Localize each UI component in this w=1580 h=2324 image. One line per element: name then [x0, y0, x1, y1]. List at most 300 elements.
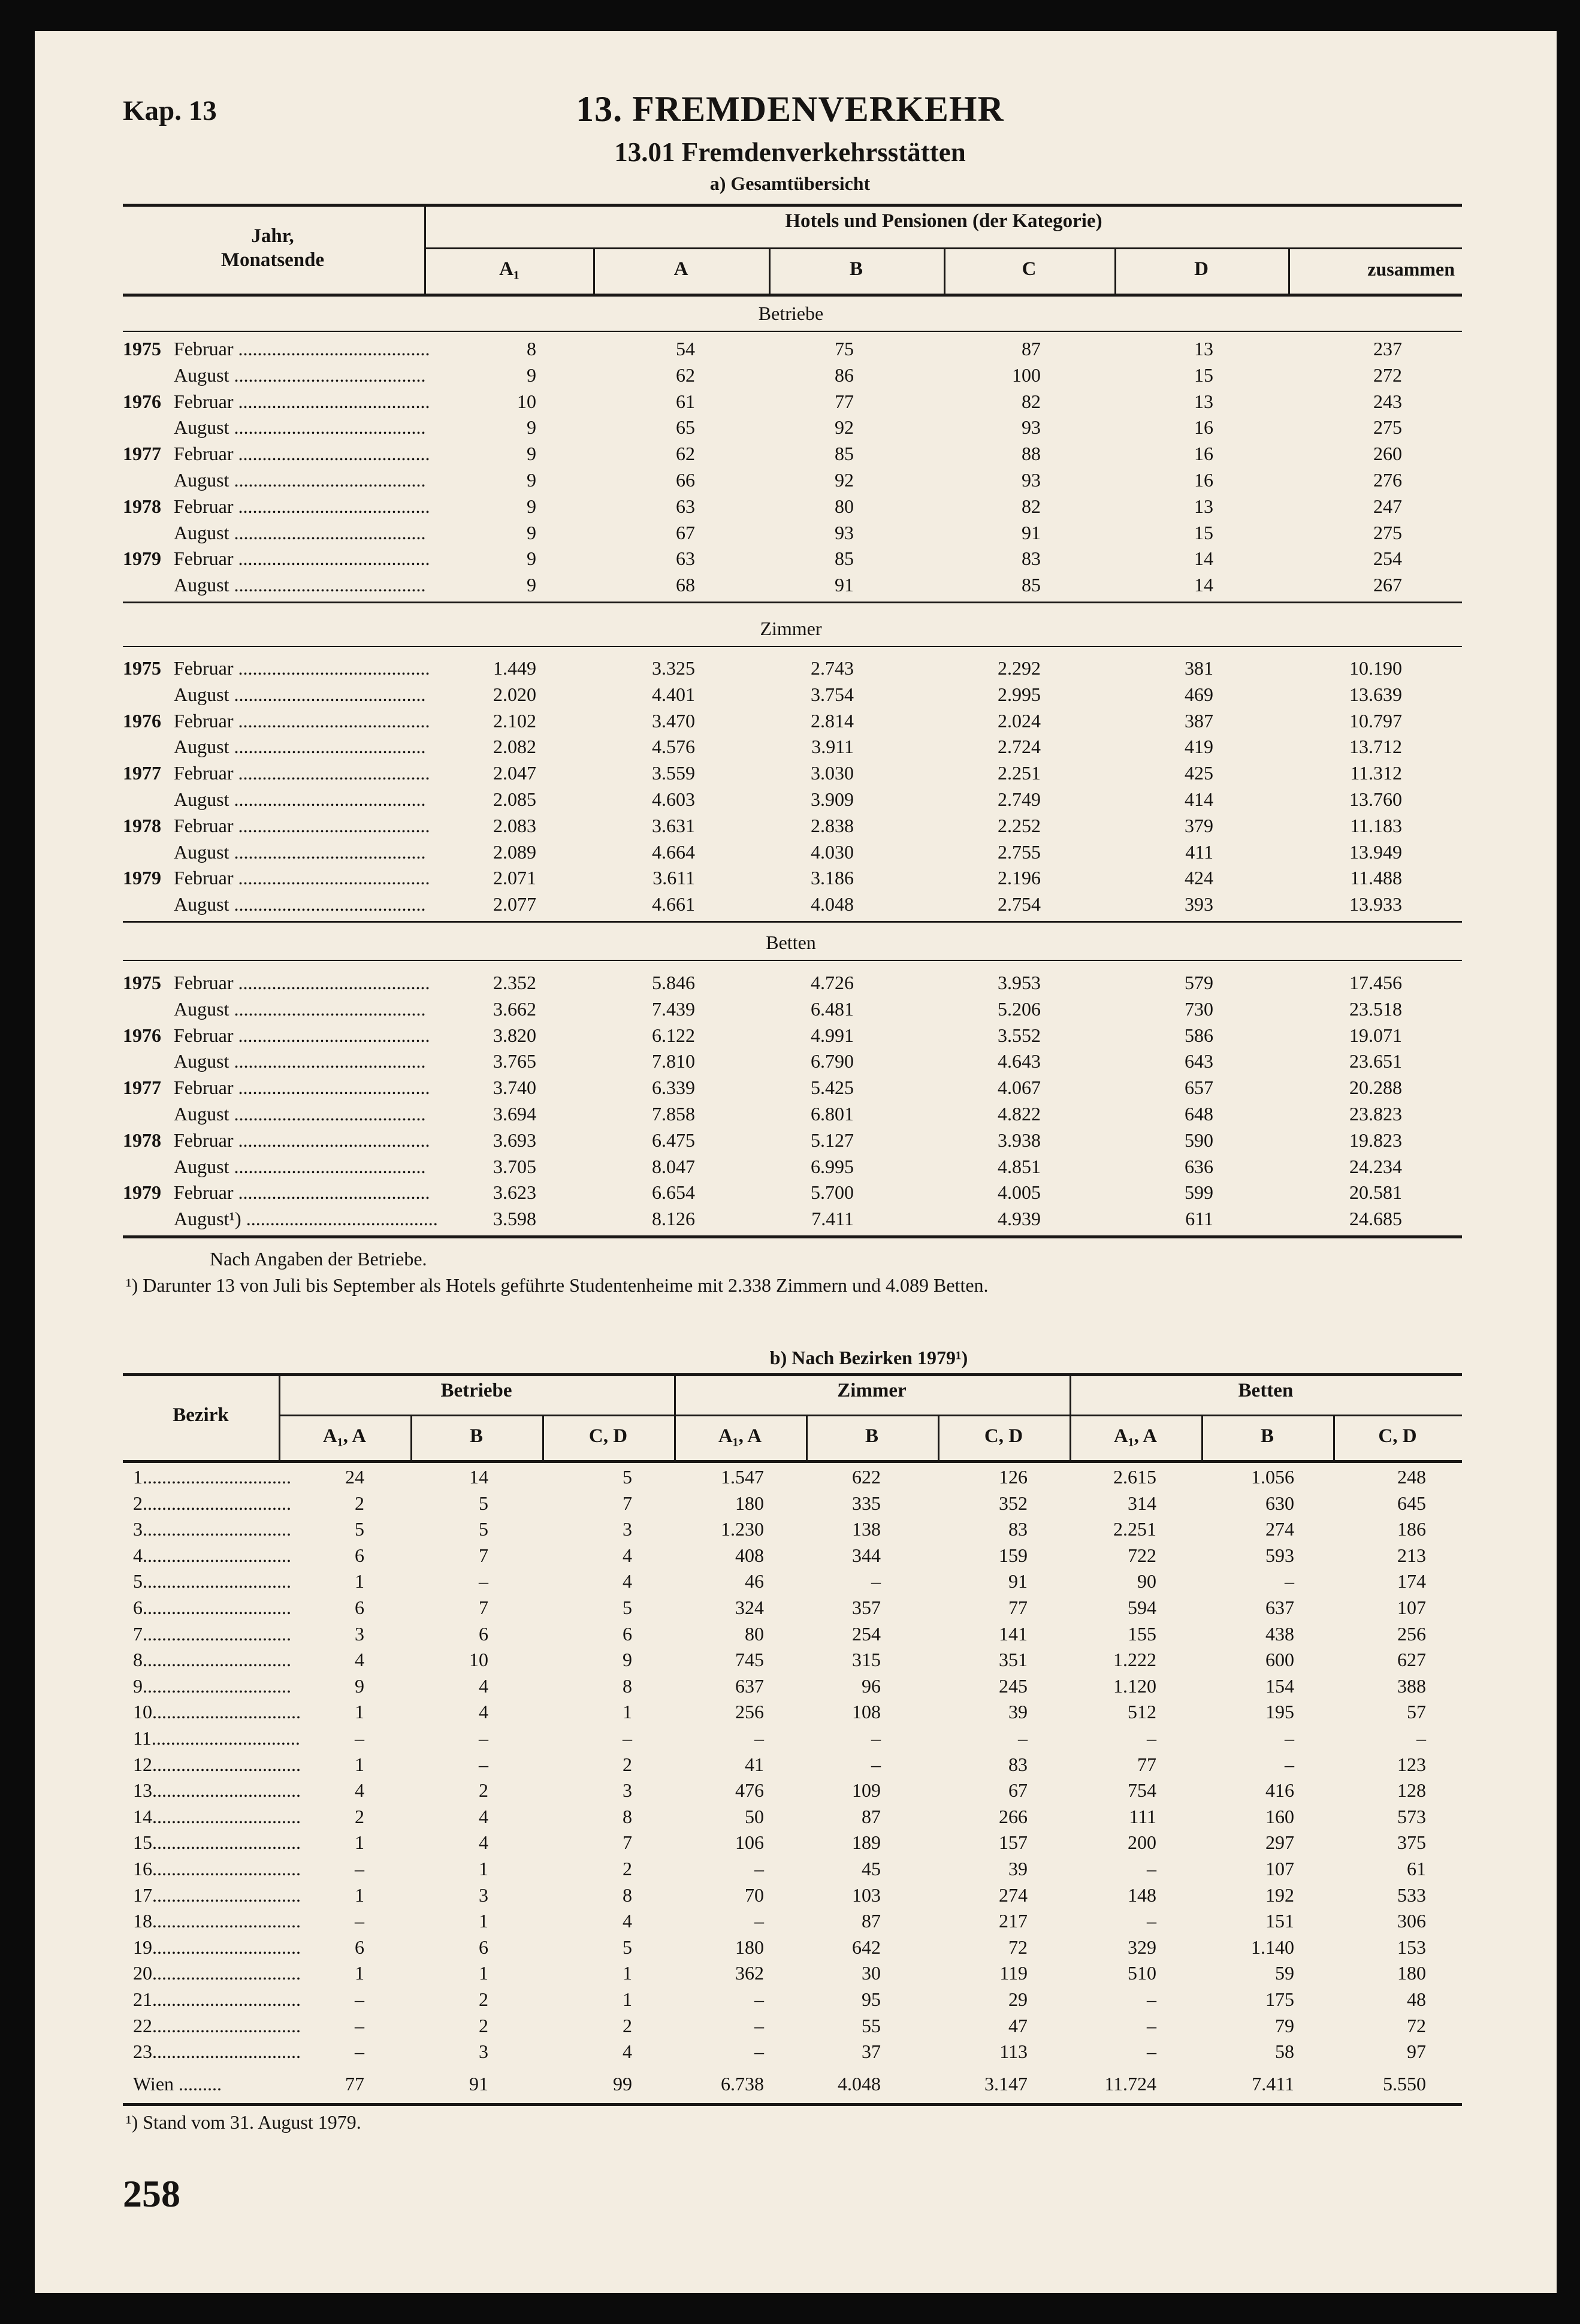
bezirk-cell: 18............................... [133, 1910, 301, 1932]
bezirk-cell: 13............................... [133, 1779, 301, 1802]
value-cell: 579 [1185, 972, 1213, 993]
month-cell: August ........................................ [174, 893, 426, 915]
value-cell: 2.724 [998, 736, 1041, 758]
value-cell: 586 [1185, 1024, 1213, 1046]
year-cell: 1979 [123, 548, 161, 570]
table-row [0, 1908, 1580, 1934]
value-cell: 1 [355, 1753, 364, 1775]
value-cell: 57 [1407, 1701, 1426, 1723]
value-cell: 1 [355, 1832, 364, 1854]
value-cell: – [1147, 2041, 1156, 2063]
bezirk-cell: 9............................... [133, 1675, 291, 1697]
month-label: Februar [174, 443, 234, 465]
month-cell: August ........................................ [174, 1050, 426, 1072]
value-cell: 91 [1008, 1570, 1028, 1592]
value-cell: 438 [1265, 1622, 1294, 1645]
value-cell: 745 [735, 1649, 764, 1671]
group-header: Betriebe [440, 1380, 512, 1401]
value-cell: 1 [355, 1570, 364, 1592]
bezirk-label: 15. [133, 1832, 157, 1854]
value-cell: 55 [862, 2014, 881, 2036]
value-cell: 11.183 [1350, 814, 1402, 836]
value-cell: 195 [1265, 1701, 1294, 1723]
value-cell: 83 [1022, 548, 1041, 570]
value-cell: 425 [1185, 762, 1213, 784]
table-row [0, 1829, 1580, 1855]
value-cell: 41 [745, 1753, 764, 1775]
value-cell: 23.518 [1349, 998, 1402, 1020]
value-cell: 3.559 [652, 762, 695, 784]
value-cell: 30 [862, 1962, 881, 1984]
value-cell: – [355, 2014, 364, 2036]
value-cell: 3.909 [811, 788, 854, 810]
value-cell: 6.339 [652, 1077, 695, 1099]
value-cell: 590 [1185, 1129, 1213, 1151]
bezirk-label: 13. [133, 1779, 157, 1802]
value-cell: 2.754 [998, 893, 1041, 915]
value-cell: 2.995 [998, 683, 1041, 705]
value-cell: 24.234 [1349, 1155, 1402, 1177]
value-cell: 63 [676, 548, 695, 570]
month-label: Februar [174, 390, 234, 412]
table-row [0, 1153, 1580, 1180]
rule [279, 1415, 1462, 1416]
value-cell: 83 [1008, 1753, 1028, 1775]
month-label: Februar [174, 495, 234, 517]
value-cell: 4.991 [811, 1024, 854, 1046]
value-cell: 23.823 [1349, 1103, 1402, 1125]
value-cell: 1 [355, 1884, 364, 1906]
value-cell: 24 [345, 1466, 364, 1488]
value-cell: 3 [623, 1779, 632, 1802]
month-label: August [174, 416, 229, 439]
value-cell: 61 [676, 390, 695, 412]
value-cell: 160 [1265, 1805, 1294, 1827]
value-cell: 138 [852, 1518, 881, 1540]
bezirk-cell: 5............................... [133, 1570, 291, 1592]
value-cell: 13.949 [1349, 841, 1402, 863]
value-cell: – [1147, 1727, 1156, 1749]
value-cell: 8.047 [652, 1155, 695, 1177]
month-cell: August ........................................ [174, 416, 426, 439]
value-cell: 248 [1397, 1466, 1426, 1488]
value-cell: 186 [1397, 1518, 1426, 1540]
value-cell: 5 [479, 1492, 488, 1514]
month-cell: August ........................................ [174, 1103, 426, 1125]
value-cell: 153 [1397, 1936, 1426, 1958]
value-cell: – [355, 2041, 364, 2063]
value-cell: 123 [1397, 1753, 1426, 1775]
value-cell: – [754, 1910, 764, 1932]
month-label: August [174, 1050, 229, 1072]
value-cell: – [754, 1988, 764, 2010]
value-cell: – [871, 1727, 881, 1749]
table-b-title: b) Nach Bezirken 1979¹) [769, 1347, 968, 1368]
value-cell: 48 [1407, 1988, 1426, 2010]
value-cell: – [355, 1988, 364, 2010]
value-cell: 47 [1008, 2014, 1028, 2036]
value-cell: 414 [1185, 788, 1213, 810]
value-cell: 3.765 [493, 1050, 536, 1072]
table-row [0, 388, 1580, 415]
value-cell: 6 [479, 1622, 488, 1645]
value-cell: 192 [1265, 1884, 1294, 1906]
group-header: Hotels und Pensionen (der Kategorie) [785, 210, 1102, 232]
value-cell: – [355, 1910, 364, 1932]
column-header: B [849, 258, 863, 280]
value-cell: 180 [735, 1936, 764, 1958]
value-cell: 62 [676, 443, 695, 465]
value-cell: 67 [1008, 1779, 1028, 1802]
value-cell: 13 [1194, 338, 1213, 359]
value-cell: 9 [527, 469, 536, 491]
value-cell: 6 [355, 1936, 364, 1958]
value-cell: 23.651 [1349, 1050, 1402, 1072]
value-cell: 594 [1128, 1597, 1156, 1618]
value-cell: 754 [1128, 1779, 1156, 1802]
value-cell: 126 [999, 1466, 1028, 1488]
value-cell: 297 [1265, 1832, 1294, 1854]
value-cell: 85 [835, 443, 854, 465]
table-row [0, 467, 1580, 493]
year-cell: 1979 [123, 867, 161, 889]
value-cell: 4 [623, 1544, 632, 1566]
value-cell: 1.056 [1251, 1466, 1294, 1488]
page-number: 258 [123, 2172, 180, 2215]
table-row [0, 1022, 1580, 1048]
bezirk-label: 1. [133, 1466, 147, 1488]
bezirk-cell: 3............................... [133, 1518, 291, 1540]
value-cell: – [754, 1858, 764, 1879]
value-cell: 1.222 [1113, 1649, 1156, 1671]
value-cell: 29 [1008, 1988, 1028, 2010]
value-cell: 351 [999, 1649, 1028, 1671]
value-cell: 75 [835, 338, 854, 359]
value-cell: 1.547 [721, 1466, 764, 1488]
table-row [0, 1855, 1580, 1882]
value-cell: 8 [623, 1884, 632, 1906]
year-cell: 1978 [123, 814, 161, 836]
value-cell: 4.048 [838, 2072, 881, 2095]
table-row [0, 1205, 1580, 1232]
value-cell: 3.611 [652, 867, 695, 889]
value-cell: 6.995 [811, 1155, 854, 1177]
value-cell: 510 [1128, 1962, 1156, 1984]
value-cell: 267 [1373, 574, 1402, 596]
value-cell: 1.140 [1251, 1936, 1294, 1958]
value-cell: 180 [1397, 1962, 1426, 1984]
value-cell: 4.048 [811, 893, 854, 915]
value-cell: 622 [852, 1466, 881, 1488]
bezirk-label: 6. [133, 1597, 147, 1618]
month-cell: August ........................................ [174, 521, 426, 543]
value-cell: 54 [676, 338, 695, 359]
value-cell: 7 [623, 1832, 632, 1854]
value-cell: 63 [676, 495, 695, 517]
value-cell: – [479, 1753, 488, 1775]
value-cell: 67 [676, 521, 695, 543]
value-cell: 3.147 [984, 2072, 1028, 2095]
table-row [0, 1986, 1580, 2012]
column-header: D [1194, 258, 1209, 280]
value-cell: 6 [355, 1544, 364, 1566]
year-cell: 1977 [123, 762, 161, 784]
row-header [126, 225, 419, 272]
value-cell: 20.581 [1349, 1181, 1402, 1204]
value-cell: 637 [1265, 1597, 1294, 1618]
value-cell: – [355, 1727, 364, 1749]
value-cell: 3.705 [493, 1155, 536, 1177]
value-cell: 4 [479, 1675, 488, 1697]
value-cell: 180 [735, 1492, 764, 1514]
month-label: August [174, 1155, 229, 1177]
bezirk-cell: 21............................... [133, 1988, 301, 2010]
value-cell: 2.089 [493, 841, 536, 863]
value-cell: 95 [862, 1988, 881, 2010]
value-cell: 9 [527, 416, 536, 439]
value-cell: 4 [623, 1910, 632, 1932]
value-cell: 99 [613, 2072, 632, 2095]
value-cell: 314 [1128, 1492, 1156, 1514]
value-cell: 3 [355, 1622, 364, 1645]
month-label: Februar [174, 657, 234, 679]
month-label: August [174, 469, 229, 491]
bezirk-label: 7. [133, 1622, 147, 1645]
column-header: C, D [1378, 1425, 1417, 1447]
row-header-line: Monatsende [220, 249, 325, 271]
column-header: B [1260, 1425, 1274, 1447]
month-cell: Februar ........................................ [174, 709, 430, 732]
value-cell: 4.726 [811, 972, 854, 993]
value-cell: 1 [479, 1910, 488, 1932]
value-cell: 154 [1265, 1675, 1294, 1697]
value-cell: 324 [735, 1597, 764, 1618]
table-row [0, 786, 1580, 812]
value-cell: 3.552 [998, 1024, 1041, 1046]
value-cell: 600 [1265, 1649, 1294, 1671]
month-label: August [174, 893, 229, 915]
value-cell: 2 [479, 1988, 488, 2010]
value-cell: 2.251 [1113, 1518, 1156, 1540]
value-cell: 9 [527, 548, 536, 570]
table-row [0, 1464, 1580, 1490]
value-cell: 3.470 [652, 709, 695, 732]
value-cell: 61 [1407, 1858, 1426, 1879]
value-cell: 254 [852, 1622, 881, 1645]
year-cell: 1978 [123, 1129, 161, 1151]
value-cell: 7.411 [811, 1208, 854, 1230]
value-cell: 2 [623, 1858, 632, 1879]
value-cell: 243 [1373, 390, 1402, 412]
table-row [0, 1777, 1580, 1803]
table-row [0, 1882, 1580, 1908]
value-cell: 45 [862, 1858, 881, 1879]
value-cell: 8 [623, 1675, 632, 1697]
value-cell: 2.102 [493, 709, 536, 732]
group-header: Betten [1238, 1380, 1294, 1401]
value-cell: 329 [1128, 1936, 1156, 1958]
value-cell: – [1147, 2014, 1156, 2036]
value-cell: 2.020 [493, 683, 536, 705]
value-cell: 9 [527, 364, 536, 386]
bezirk-cell: 17............................... [133, 1884, 301, 1906]
value-cell: 13.712 [1349, 736, 1402, 758]
value-cell: 4.643 [998, 1050, 1041, 1072]
value-cell: 9 [623, 1649, 632, 1671]
month-cell: August ........................................ [174, 1155, 426, 1177]
value-cell: 476 [735, 1779, 764, 1802]
value-cell: 2.083 [493, 814, 536, 836]
value-cell: 4.030 [811, 841, 854, 863]
value-cell: 9 [527, 443, 536, 465]
value-cell: 4.664 [652, 841, 695, 863]
value-cell: 80 [835, 495, 854, 517]
value-cell: 3.598 [493, 1208, 536, 1230]
year-cell: 1975 [123, 972, 161, 993]
bezirk-label: 3. [133, 1518, 147, 1540]
bezirk-label: 19. [133, 1936, 157, 1958]
value-cell: 70 [745, 1884, 764, 1906]
bezirk-label: 17. [133, 1884, 157, 1906]
value-cell: 274 [999, 1884, 1028, 1906]
bezirk-cell: Wien ......... [133, 2072, 222, 2095]
column-header: A₁, A [1113, 1425, 1158, 1447]
value-cell: 599 [1185, 1181, 1213, 1204]
value-cell: 274 [1265, 1518, 1294, 1540]
value-cell: 16 [1194, 416, 1213, 439]
month-cell: Februar ........................................ [174, 443, 430, 465]
month-cell: Februar ........................................ [174, 1024, 430, 1046]
value-cell: 4 [355, 1779, 364, 1802]
value-cell: 2.755 [998, 841, 1041, 863]
value-cell: 58 [1275, 2041, 1294, 2063]
section-label: Zimmer [760, 618, 822, 639]
month-cell: August ........................................ [174, 788, 426, 810]
value-cell: 5.700 [811, 1181, 854, 1204]
value-cell: – [871, 1570, 881, 1592]
value-cell: 24.685 [1349, 1208, 1402, 1230]
value-cell: 352 [999, 1492, 1028, 1514]
table-row [0, 681, 1580, 708]
month-cell: Februar ........................................ [174, 338, 430, 359]
column-header: A [673, 258, 688, 280]
value-cell: 39 [1008, 1701, 1028, 1723]
value-cell: 388 [1397, 1675, 1426, 1697]
value-cell: 533 [1397, 1884, 1426, 1906]
table-row [0, 440, 1580, 467]
month-label: August [174, 364, 229, 386]
value-cell: 77 [1137, 1753, 1156, 1775]
value-cell: 50 [745, 1805, 764, 1827]
month-label: Februar [174, 1024, 234, 1046]
value-cell: 2.085 [493, 788, 536, 810]
source-note: Nach Angaben der Betriebe. [210, 1248, 427, 1270]
value-cell: 256 [735, 1701, 764, 1723]
table-row [0, 1179, 1580, 1205]
table-row [0, 708, 1580, 734]
bezirk-label: 4. [133, 1544, 147, 1566]
month-label: Februar [174, 1129, 234, 1151]
year-cell: 1975 [123, 657, 161, 679]
value-cell: 9 [527, 521, 536, 543]
value-cell: 9 [527, 574, 536, 596]
value-cell: 611 [1185, 1208, 1213, 1230]
bezirk-cell: 15............................... [133, 1832, 301, 1854]
value-cell: 1 [623, 1701, 632, 1723]
year-cell: 1977 [123, 443, 161, 465]
value-cell: 111 [1129, 1805, 1156, 1827]
value-cell: 65 [676, 416, 695, 439]
month-label: August [174, 998, 229, 1020]
value-cell: 37 [862, 2041, 881, 2063]
month-cell: Februar ........................................ [174, 548, 430, 570]
value-cell: 2 [623, 1753, 632, 1775]
value-cell: 11.488 [1350, 867, 1402, 889]
section-label: Betriebe [758, 303, 824, 324]
month-cell: Februar ........................................ [174, 495, 430, 517]
value-cell: 213 [1397, 1544, 1426, 1566]
value-cell: 2 [479, 2014, 488, 2036]
value-cell: 13.933 [1349, 893, 1402, 915]
value-cell: 159 [999, 1544, 1028, 1566]
table-row [0, 1934, 1580, 1960]
bezirk-label: 9. [133, 1675, 147, 1697]
total-row [0, 2071, 1580, 2097]
value-cell: 573 [1397, 1805, 1426, 1827]
value-cell: 82 [1022, 390, 1041, 412]
value-cell: 6.122 [652, 1024, 695, 1046]
value-cell: 16 [1194, 469, 1213, 491]
column-header: A₁ [499, 258, 519, 280]
value-cell: 2.749 [998, 788, 1041, 810]
value-cell: 3.740 [493, 1077, 536, 1099]
table-row [0, 1542, 1580, 1569]
value-cell: 100 [1012, 364, 1041, 386]
value-cell: 411 [1185, 841, 1213, 863]
value-cell: 3.186 [811, 867, 854, 889]
value-cell: 88 [1022, 443, 1041, 465]
value-cell: 272 [1373, 364, 1402, 386]
month-cell: Februar ........................................ [174, 867, 430, 889]
value-cell: 66 [676, 469, 695, 491]
value-cell: 730 [1185, 998, 1213, 1020]
value-cell: 119 [999, 1962, 1028, 1984]
value-cell: 7.411 [1252, 2072, 1294, 2095]
month-label: August [174, 1103, 229, 1125]
value-cell: 15 [1194, 521, 1213, 543]
value-cell: – [754, 1727, 764, 1749]
bezirk-label: 22. [133, 2014, 157, 2036]
column-header: C, D [984, 1425, 1023, 1447]
value-cell: 10 [469, 1649, 488, 1671]
value-cell: 4 [623, 1570, 632, 1592]
value-cell: 3.953 [998, 972, 1041, 993]
value-cell: 107 [1397, 1597, 1426, 1618]
value-cell: 157 [999, 1832, 1028, 1854]
month-cell: August ........................................ [174, 683, 426, 705]
value-cell: 19.071 [1349, 1024, 1402, 1046]
value-cell: 344 [852, 1544, 881, 1566]
bezirk-label: 23. [133, 2041, 157, 2063]
bezirk-cell: 11............................... [133, 1727, 300, 1749]
table-row [0, 1803, 1580, 1830]
value-cell: 237 [1373, 338, 1402, 359]
bezirk-cell: 7............................... [133, 1622, 291, 1645]
value-cell: 10.190 [1349, 657, 1402, 679]
value-cell: 387 [1185, 709, 1213, 732]
table-row [0, 812, 1580, 839]
table-row [0, 414, 1580, 440]
